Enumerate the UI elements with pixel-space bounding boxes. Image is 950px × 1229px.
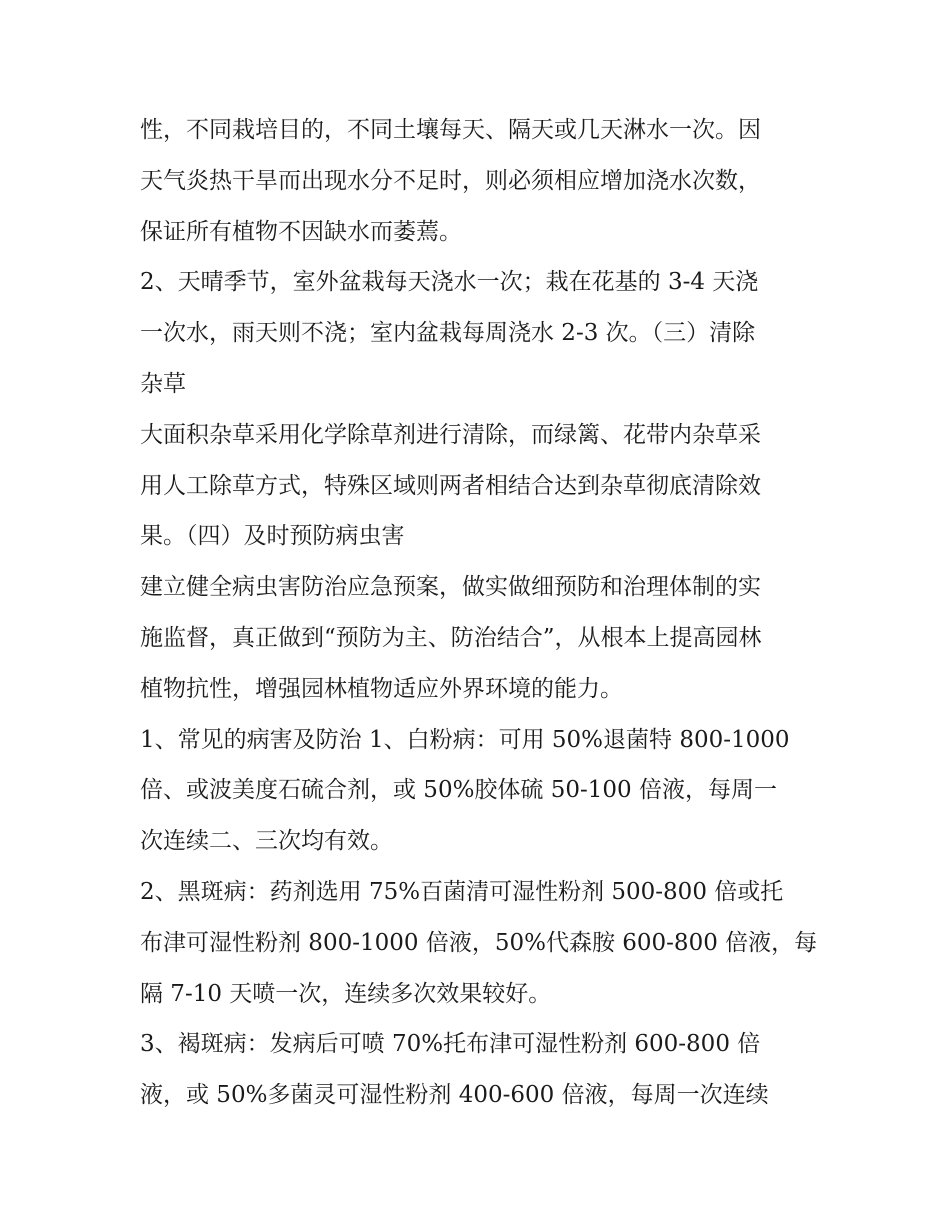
text-line: 杂草 bbox=[140, 370, 186, 397]
text-line: 施监督，真正做到“预防为主、防治结合”，从根本上提高园林 bbox=[140, 624, 762, 651]
text-line: 倍、或波美度石硫合剂，或 50%胶体硫 50-100 倍液，每周一 bbox=[140, 777, 777, 804]
text-line: 一次水，雨天则不浇；室内盆栽每周浇水 2-3 次。（三）清除 bbox=[140, 320, 756, 347]
text-line: 布津可湿性粉剂 800-1000 倍液，50%代森胺 600-800 倍液，每 bbox=[140, 929, 818, 956]
text-line: 液，或 50%多菌灵可湿性粉剂 400-600 倍液，每周一次连续 bbox=[140, 1082, 769, 1109]
text-line: 3、褐斑病：发病后可喷 70%托布津可湿性粉剂 600-800 倍 bbox=[140, 1031, 761, 1058]
text-line: 建立健全病虫害防治应急预案，做实做细预防和治理体制的实 bbox=[140, 574, 761, 601]
text-line: 天气炎热干旱而出现水分不足时，则必须相应增加浇水次数， bbox=[140, 167, 761, 194]
text-line: 隔 7-10 天喷一次，连续多次效果较好。 bbox=[140, 980, 552, 1007]
text-line: 1、常见的病害及防治 1、白粉病：可用 50%退菌特 800-1000 bbox=[140, 726, 790, 753]
text-line: 保证所有植物不因缺水而萎蔫。 bbox=[140, 218, 462, 245]
text-line: 次连续二、三次均有效。 bbox=[140, 828, 393, 855]
text-line: 用人工除草方式，特殊区域则两者相结合达到杂草彻底清除效 bbox=[140, 472, 761, 499]
text-line: 果。（四）及时预防病虫害 bbox=[140, 523, 405, 550]
text-line: 植物抗性，增强园林植物适应外界环境的能力。 bbox=[140, 675, 623, 702]
text-line: 2、天晴季节，室外盆栽每天浇水一次；栽在花基的 3-4 天浇 bbox=[140, 269, 759, 296]
body-text bbox=[140, 105, 820, 1121]
text-line: 大面积杂草采用化学除草剂进行清除，而绿篱、花带内杂草采 bbox=[140, 421, 761, 448]
text-line: 2、黑斑病：药剂选用 75%百菌清可湿性粉剂 500-800 倍或托 bbox=[140, 878, 784, 905]
text-line: 性，不同栽培目的，不同土壤每天、隔天或几天淋水一次。因 bbox=[140, 117, 761, 143]
